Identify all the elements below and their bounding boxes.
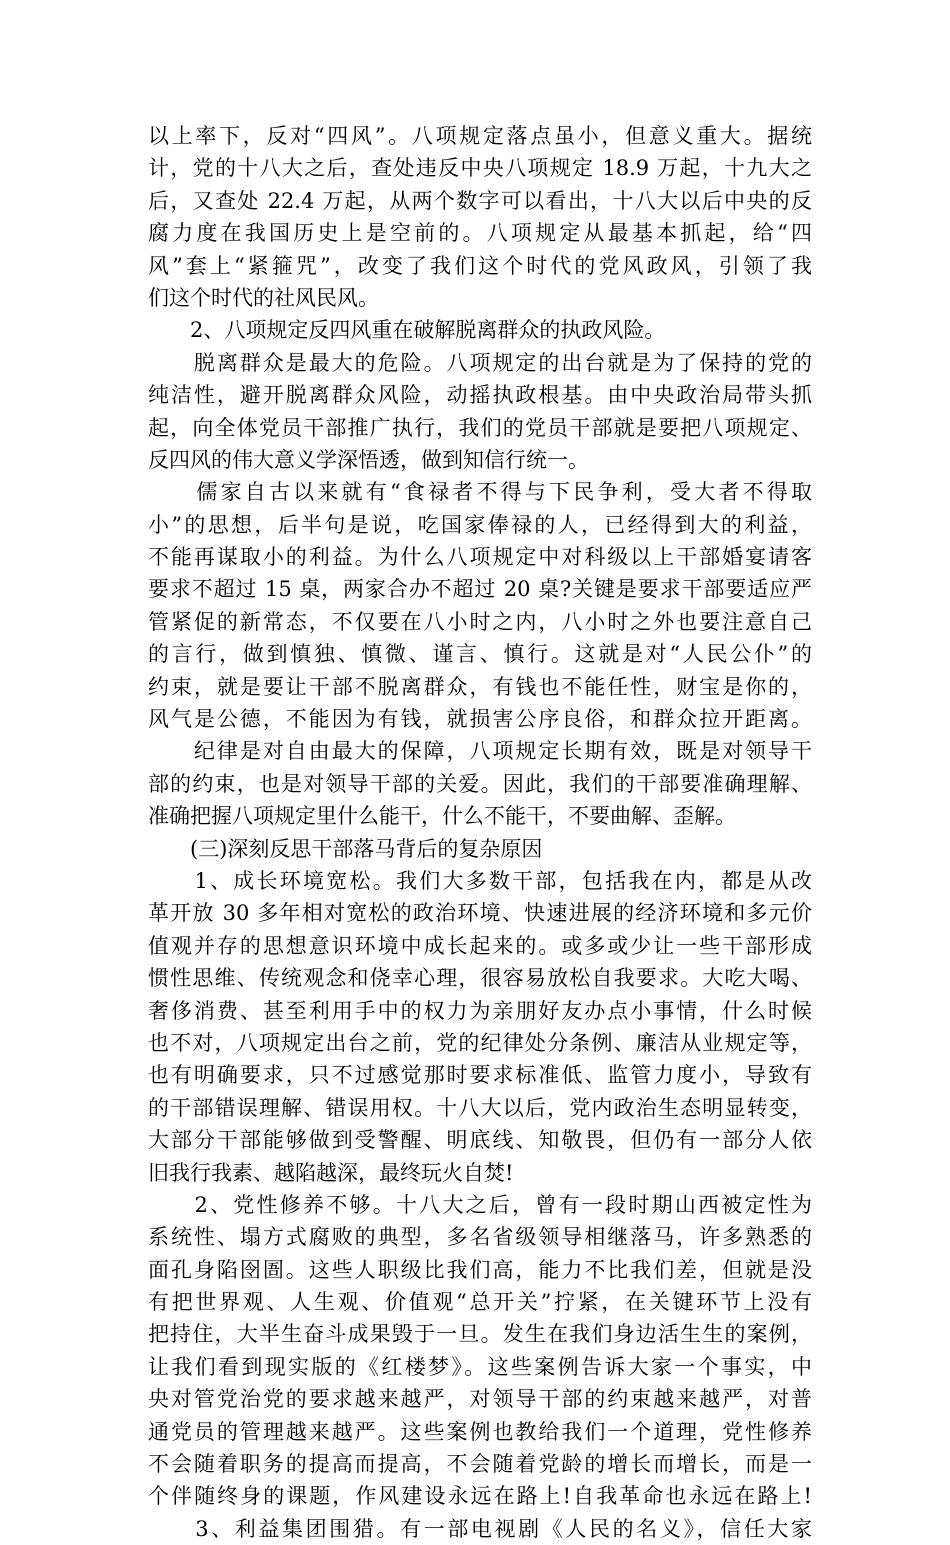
text-line: 腐力度在我国历史上是空前的。八项规定从最基本抓起，给“四	[148, 221, 812, 246]
text-line: 也不对，八项规定出台之前，党的纪律处分条例、廉洁从业规定等，	[148, 1030, 812, 1055]
text-line: 起，向全体党员干部推广执行，我们的党员干部就是要把八项规定、	[148, 415, 812, 440]
text-line: 要求不超过 15 桌，两家合办不超过 20 桌?关键是要求干部要适应严	[148, 577, 812, 602]
text-line: 以上率下，反对“四风”。八项规定落点虽小，但意义重大。据统	[148, 124, 812, 148]
text-line: 的言行，做到慎独、慎微、谨言、慎行。这就是对“人民公仆”的	[148, 642, 812, 667]
text-line: 央对管党治党的要求越来越严，对领导干部的约束越来越严，对普	[148, 1387, 812, 1412]
text-line: 面孔身陷囹圄。这些人职级比我们高，能力不比我们差，但就是没	[148, 1257, 812, 1282]
text-line: 风气是公德，不能因为有钱，就损害公序良俗，和群众拉开距离。	[148, 707, 812, 732]
text-line: 系统性、塌方式腐败的典型，多名省级领导相继落马，许多熟悉的	[148, 1225, 812, 1250]
text-line: 奢侈消费、甚至利用手中的权力为亲朋好友办点小事情，什么时候	[148, 998, 812, 1023]
text-line: 3、利益集团围猎。有一部电视剧《人民的名义》，信任大家	[148, 1516, 812, 1541]
text-line: 1、成长环境宽松。我们大多数干部，包括我在内，都是从改	[148, 868, 812, 893]
text-line: 们这个时代的社风民风。	[148, 285, 379, 310]
text-line: 后，又查处 22.4 万起，从两个数字可以看出，十八大以后中央的反	[148, 188, 812, 213]
text-line: 部的约束，也是对领导干部的关爱。因此，我们的干部要准确理解、	[148, 771, 812, 796]
text-line: 脱离群众是最大的危险。八项规定的出台就是为了保持的党的	[148, 350, 812, 375]
text-line: 通党员的管理越来越严。这些案例也教给我们一个道理，党性修养	[148, 1419, 812, 1444]
text-line: 值观并存的思想意识环境中成长起来的。或多或少让一些干部形成	[148, 933, 812, 958]
text-line: 管紧促的新常态，不仅要在八小时之内，八小时之外也要注意自己	[148, 609, 812, 634]
text-line: 不会随着职务的提高而提高，不会随着党龄的增长而增长，而是一	[148, 1452, 812, 1477]
text-line: 约束，就是要让干部不脱离群众，有钱也不能任性，财宝是你的，	[148, 674, 812, 699]
text-line: (三)深刻反思干部落马背后的复杂原因	[148, 836, 543, 861]
text-line: 儒家自古以来就有“食禄者不得与下民争利，受大者不得取	[148, 480, 812, 505]
text-line: 的干部错误理解、错误用权。十八大以后，党内政治生态明显转变，	[148, 1095, 812, 1120]
text-line: 纯洁性，避开脱离群众风险，动摇执政根基。由中央政治局带头抓	[148, 383, 812, 408]
text-line: 也有明确要求，只不过感觉那时要求标准低、监管力度小，导致有	[148, 1063, 812, 1088]
body-text	[148, 120, 812, 1545]
text-line: 惯性思维、传统观念和侥幸心理，很容易放松自我要求。大吃大喝、	[148, 966, 812, 991]
text-line: 把持住，大半生奋斗成果毁于一旦。发生在我们身边活生生的案例，	[148, 1322, 812, 1347]
text-line: 革开放 30 多年相对宽松的政治环境、快速进展的经济环境和多元价	[148, 901, 812, 926]
text-line: 让我们看到现实版的《红楼梦》。这些案例告诉大家一个事实，中	[148, 1354, 812, 1379]
text-line: 2、八项规定反四风重在破解脱离群众的执政风险。	[148, 318, 666, 343]
text-line: 风”套上“紧箍咒”，改变了我们这个时代的党风政风，引领了我	[148, 253, 812, 278]
text-line: 有把世界观、人生观、价值观“总开关”拧紧，在关键环节上没有	[148, 1290, 812, 1315]
text-line: 个伴随终身的课题，作风建设永远在路上!自我革命也永远在路上!	[148, 1484, 812, 1509]
text-line: 旧我行我素、越陷越深，最终玩火自焚!	[148, 1160, 514, 1185]
text-line: 2、党性修养不够。十八大之后，曾有一段时期山西被定性为	[148, 1192, 812, 1217]
text-line: 小”的思想，后半句是说，吃国家俸禄的人，已经得到大的利益，	[148, 512, 812, 537]
text-line: 计，党的十八大之后，查处违反中央八项规定 18.9 万起，十九大之	[148, 156, 812, 181]
text-line: 准确把握八项规定里什么能干，什么不能干，不要曲解、歪解。	[148, 804, 736, 829]
text-line: 大部分干部能够做到受警醒、明底线、知敬畏，但仍有一部分人依	[148, 1128, 812, 1153]
text-line: 纪律是对自由最大的保障，八项规定长期有效，既是对领导干	[148, 739, 812, 764]
text-line: 不能再谋取小的利益。为什么八项规定中对科级以上干部婚宴请客	[148, 545, 812, 570]
text-line: 反四风的伟大意义学深悟透，做到知信行统一。	[148, 447, 589, 472]
